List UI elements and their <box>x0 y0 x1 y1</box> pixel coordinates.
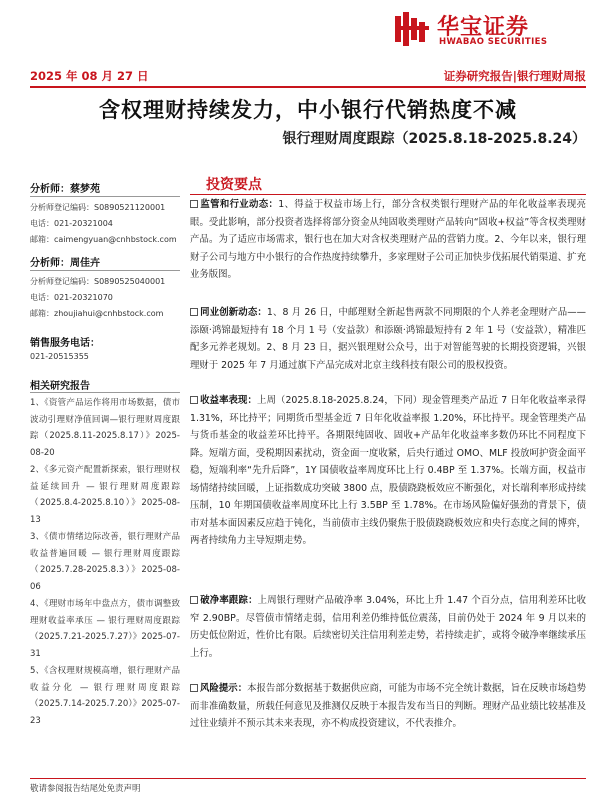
analyst-1-phone: 电话：021-20321004 <box>30 219 113 228</box>
paragraph-label: 破净率跟踪： <box>200 595 258 606</box>
paragraph-risk <box>190 680 586 733</box>
related-report-item[interactable]: 4、《理财市场年中盘点方，债市调整致理财收益率承压 — 银行理财周度跟踪（2025.7.21-2025.7.27）》2025-07-31 <box>30 599 180 659</box>
header-divider <box>30 86 586 88</box>
hwabao-logo-icon <box>393 10 433 48</box>
analyst-2-email[interactable]: 邮箱：zhoujiahui@cnhbstock.com <box>30 309 164 318</box>
analyst-1-name: 分析师：蔡梦苑 <box>30 184 100 195</box>
paragraph-text: 1、得益于权益市场上行，部分含权类银行理财产品的年化收益率表现亮眼。受此影响，部分投资者选择将部分资金从纯固收类理财产品转向“固收+权益”等含权类理财产品。为了适应市场需求，银行也在加大对含权类理财产品的营销力度。2、今年以来，银行理财子公司与地方中小银行的合作热度持续攀升，多家理财子公司正加快步伐拓展代销渠道、扩充业务版图。 <box>190 199 586 280</box>
analyst-1-email[interactable]: 邮箱：caimengyuan@cnhbstock.com <box>30 235 177 244</box>
analyst-2-cert: 分析师登记编码：S0890525040001 <box>30 277 166 286</box>
paragraph-yield <box>190 392 586 550</box>
related-divider <box>30 392 180 393</box>
checkbox-icon <box>190 684 198 692</box>
checkbox-icon <box>190 596 198 604</box>
report-subtitle: 银行理财周度跟踪（2025.8.18-2025.8.24） <box>282 131 586 147</box>
analyst-2-phone: 电话：021-20321070 <box>30 293 113 302</box>
section-title: 投资要点 <box>206 177 262 193</box>
related-report-item[interactable]: 2、《多元资产配置新探索，银行理财权益延续回升 — 银行理财周度跟踪（2025.8.4-2025.8.10）》2025-08-13 <box>30 465 180 525</box>
paragraph-label: 监管和行业动态： <box>200 199 279 210</box>
paragraph-text: 上周（2025.8.18-2025.8.24，下同）现金管理类产品近 7 日年化收益率录得 1.31%，环比持平；同期货币型基金近 7 日年化收益率报 1.20%，环比持平。现金管理类产品与货币基金的收益差环比持平。各期限纯固收、固收+产品年化收益率多数仍环比不同程度下降。短端方面，受税期因素扰动，资金面一度收紧，后央行通过 OMO、MLF 投放呵护资金面平稳，短端利率“先升后降”，1Y 国债收益率周度环比上行 0.4BP 至 1.37%。长端方面，权益市场情绪持续回暖，上证指数成功突破 3800 点，股债跷跷板效应不断强化，对长端利率形成持续压制，10 年期国债收益率周度环比上行 3.5BP 至 1.78%。在市场风险偏好强劲的背景下，债市对基本面因素反应趋于钝化，当前债市主线仍聚焦于股债跷跷板效应和央行态度之间的博弈，两者持续角力主导短期走势。 <box>190 395 586 546</box>
paragraph-label: 风险提示： <box>200 683 248 694</box>
paragraph-text: 上周银行理财产品破净率 3.04%，环比上升 1.47 个百分点，信用利差环比收窄 2.90BP。尽管债市情绪走弱，信用利差仍维持低位震荡，目前仍处于 2024 年 9 月以来的历史低位附近，性价比有限。后续密切关注信用利差走势，若持续走扩，或将令破净率继续承压上行。 <box>190 595 586 659</box>
paragraph-text: 1、8 月 26 日，中邮理财全新起售两款不同期限的个人养老金理财产品——添颐·鸿锦最短持有 18 个月 1 号（安益款）和添颐·鸿锦最短持有 2 年 1 号（安益款），精准匹配多元养老规划。2、8 月 23 日，据兴银理财公众号，出于对智能驾驶的长期投资逻辑，兴银理财于 2025 年 7 月通过旗下产品完成对北京主线科技有限公司的股权投资。 <box>190 307 586 371</box>
footer-disclaimer[interactable]: 敬请参阅报告结尾处免责声明 <box>30 784 141 794</box>
paragraph-label: 同业创新动态： <box>200 307 267 318</box>
section-divider <box>190 194 586 195</box>
related-report-item[interactable]: 3、《债市情绪边际改善，银行理财产品收益普遍回暖 — 银行理财周度跟踪（2025.7.28-2025.8.3）》2025-08-06 <box>30 532 180 592</box>
related-report-item[interactable]: 5、《含权理财规模高增，银行理财产品收益分化 — 银行理财周度跟踪（2025.7.14-2025.7.20）》2025-07-23 <box>30 666 180 726</box>
related-report-item[interactable]: 1、《资管产品运作将用市场数据，债市波动引理财净值回调—银行理财周度跟踪（2025.8.11-2025.8.17）》2025-08-20 <box>30 398 180 458</box>
analyst-2-divider <box>30 270 180 271</box>
analyst-1-cert: 分析师登记编码：S0890521120001 <box>30 203 166 212</box>
report-title: 含权理财持续发力，中小银行代销热度不减 <box>99 98 517 122</box>
checkbox-icon <box>190 200 198 208</box>
paragraph-text: 本报告部分数据基于数据供应商，可能为市场不完全统计数据，旨在反映市场趋势而非准确数量，所载任何意见及推测仅反映于本报告发布当日的判断。理财产品业绩比较基准及过往业绩并不预示其未来表现，亦不构成投资建议，不代表推介。 <box>190 683 586 729</box>
sales-phone-label: 销售服务电话： <box>30 338 100 349</box>
paragraph-label: 收益率表现： <box>200 395 257 406</box>
brand-name-en: HWABAO SECURITIES <box>439 37 548 47</box>
report-header-bar <box>30 68 586 88</box>
related-reports-heading: 相关研究报告 <box>30 381 90 392</box>
paragraph-breakeven <box>190 592 586 662</box>
paragraph-regulatory <box>190 196 586 284</box>
checkbox-icon <box>190 396 198 404</box>
report-date: 2025 年 08 月 27 日 <box>30 69 149 83</box>
analyst-1-divider <box>30 196 180 197</box>
report-type: 证券研究报告|银行理财周报 <box>443 69 586 83</box>
footer-divider <box>30 778 586 779</box>
checkbox-icon <box>190 308 198 316</box>
brand-logo <box>393 8 593 52</box>
brand-name-cn: 华宝证券 <box>437 15 530 40</box>
paragraph-innovation <box>190 304 586 374</box>
sales-phone: 021-20515355 <box>30 352 89 361</box>
analyst-2-name: 分析师：周佳卉 <box>30 258 100 269</box>
